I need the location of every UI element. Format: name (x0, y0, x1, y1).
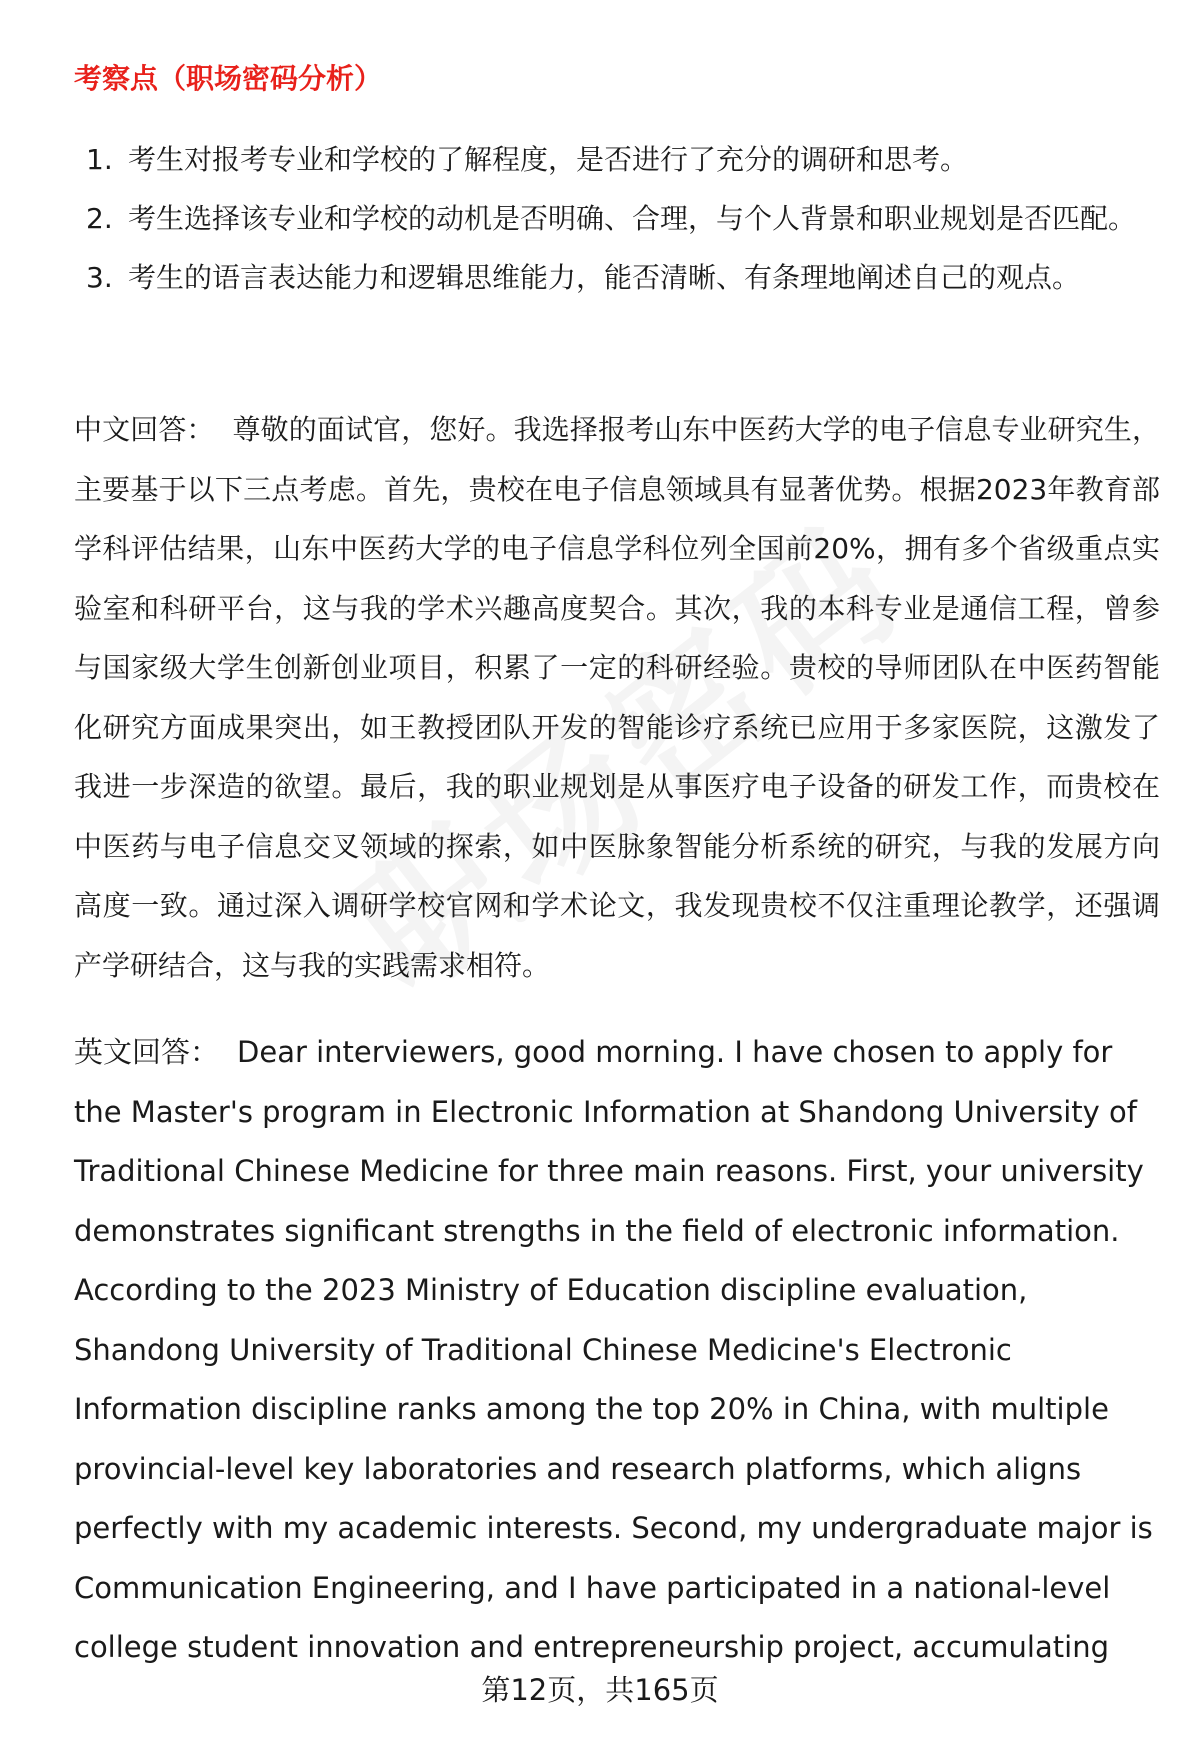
list-item (74, 189, 1150, 248)
list-item-number: 3. (86, 261, 113, 294)
list-item-number: 1. (86, 143, 113, 176)
assessment-points-list (74, 130, 1150, 307)
list-item-number: 2. (86, 202, 113, 235)
list-item (74, 130, 1150, 189)
english-answer-paragraph (74, 1023, 1160, 1678)
chinese-answer-text: 尊敬的面试官，您好。我选择报考山东中医药大学的电子信息专业研究生，主要基于以下三点考虑。首先，贵校在电子信息领域具有显著优势。根据2023年教育部学科评估结果，山东中医药大学的电子信息学科位列全国前20%，拥有多个省级重点实验室和科研平台，这与我的学术兴趣高度契合。其次，我的本科专业是通信工程，曾参与国家级大学生创新创业项目，积累了一定的科研经验。贵校的导师团队在中医药智能化研究方面成果突出，如王教授团队开发的智能诊疗系统已应用于多家医院，这激发了我进一步深造的欲望。最后，我的职业规划是从事医疗电子设备的研发工作，而贵校在中医药与电子信息交叉领域的探索，如中医脉象智能分析系统的研究，与我的发展方向高度一致。通过深入调研学校官网和学术论文，我发现贵校不仅注重理论教学，还强调产学研结合，这与我的实践需求相符。 (74, 413, 1160, 982)
english-answer-text: Dear interviewers, good morning. I have chosen to apply for the Master's program in Electronic Information at Shandong University of Traditional Chinese Medicine for three main reasons. First, your university demonstrates significant strengths in the field of electronic information. According to the 2023 Ministry of Education discipline evaluation, Shandong University of Traditional Chinese Medicine's Electronic Information discipline ranks among the top 20% in China, with multiple provincial-level key laboratories and research platforms, which aligns perfectly with my academic interests. Second, my undergraduate major is Communication Engineering, and I have participated in a national-level college student innovation and entrepreneurship project, accumulating (74, 1035, 1153, 1664)
section-title: 考察点（职场密码分析） (74, 62, 383, 95)
chinese-answer-paragraph (74, 400, 1160, 995)
list-item-text: 考生选择该专业和学校的动机是否明确、合理，与个人背景和职业规划是否匹配。 (128, 202, 1137, 235)
list-item-text: 考生对报考专业和学校的了解程度，是否进行了充分的调研和思考。 (128, 143, 969, 176)
list-item (74, 248, 1150, 307)
page-number-footer: 第12页，共165页 (481, 1673, 719, 1707)
chinese-answer-label: 中文回答： (74, 413, 215, 446)
english-answer-label: 英文回答： (74, 1035, 220, 1069)
list-item-text: 考生的语言表达能力和逻辑思维能力，能否清晰、有条理地阐述自己的观点。 (128, 261, 1081, 294)
